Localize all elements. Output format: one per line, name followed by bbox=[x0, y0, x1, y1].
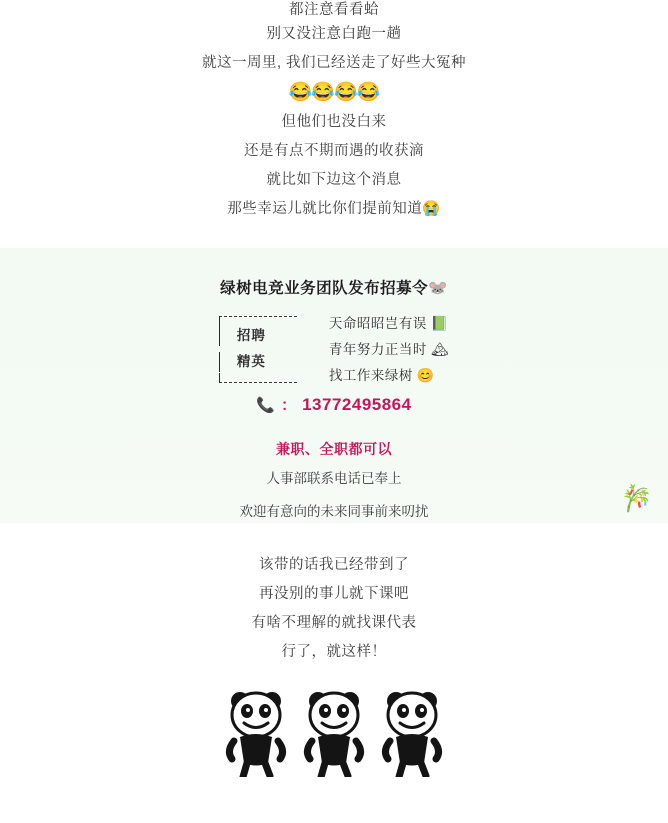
slogan-text: 青年努力正当时 bbox=[328, 342, 427, 357]
bracket-right-lines bbox=[329, 310, 449, 388]
intro-line: 那些幸运儿就比你们提前知道😭 bbox=[227, 201, 441, 217]
bracket-item: 精英 bbox=[219, 349, 329, 375]
bracket-top-line bbox=[219, 310, 329, 322]
panda-meme-image bbox=[376, 685, 448, 777]
book-icon: 📗 bbox=[430, 315, 449, 331]
bracket-inner bbox=[219, 310, 449, 388]
intro-line: 都注意看看蛤 bbox=[289, 2, 379, 18]
card-title-text: 绿树电竞业务团队发布招募令 bbox=[220, 280, 429, 297]
recruitment-card bbox=[0, 248, 668, 523]
intro-line: 就比如下边这个消息 bbox=[266, 172, 402, 188]
slogan-text: 找工作来绿树 bbox=[328, 368, 413, 383]
outro-text-block bbox=[0, 551, 668, 667]
intro-line: 就这一周里, 我们已经送走了好些大冤种 bbox=[201, 55, 467, 71]
bracket-item: 招聘 bbox=[219, 323, 329, 349]
intro-line: 但他们也没白来 bbox=[281, 114, 387, 130]
mountain-icon: 🏔 bbox=[430, 341, 450, 357]
intro-line: 还是有点不期而遇的收获滴 bbox=[244, 143, 424, 159]
smiley-icon: 😊 bbox=[416, 367, 435, 383]
intro-line: 别又没注意白跑一趟 bbox=[266, 26, 402, 42]
panda-meme-image bbox=[220, 685, 292, 777]
panda-meme-row bbox=[0, 685, 668, 777]
phone-number[interactable]: 13772495864 bbox=[302, 394, 412, 414]
phone-row[interactable] bbox=[0, 394, 668, 415]
outro-line: 行了，就这样！ bbox=[281, 644, 387, 660]
outro-line: 再没别的事儿就下课吧 bbox=[259, 586, 409, 602]
bracket-area bbox=[0, 310, 668, 388]
slogan-text: 天命昭昭岂有误 bbox=[328, 316, 427, 331]
phone-icon: 📞 bbox=[256, 396, 276, 414]
card-subtitle: 兼职、全职都可以 bbox=[276, 441, 392, 457]
bracket-column bbox=[219, 310, 329, 388]
slogan-line bbox=[329, 310, 449, 336]
outro-line: 有啥不理解的就找课代表 bbox=[251, 615, 417, 631]
mouse-icon: 🐭 bbox=[428, 280, 448, 297]
outro-line: 该带的话我已经带到了 bbox=[259, 557, 409, 573]
card-title bbox=[0, 248, 668, 298]
card-note: 人事部联系电话已奉上 bbox=[266, 471, 402, 486]
card-note: 欢迎有意向的未来同事前来叨扰 bbox=[239, 504, 429, 519]
laughing-emoji-row: 😂😂😂😂 bbox=[288, 82, 380, 103]
bamboo-icon: 🎋 bbox=[617, 481, 654, 517]
slogan-line bbox=[329, 336, 449, 362]
bracket-bottom-line bbox=[219, 376, 329, 388]
intro-text-block bbox=[0, 0, 668, 224]
slogan-line bbox=[329, 362, 449, 388]
phone-colon: ： bbox=[281, 397, 297, 414]
panda-meme-image bbox=[298, 685, 370, 777]
